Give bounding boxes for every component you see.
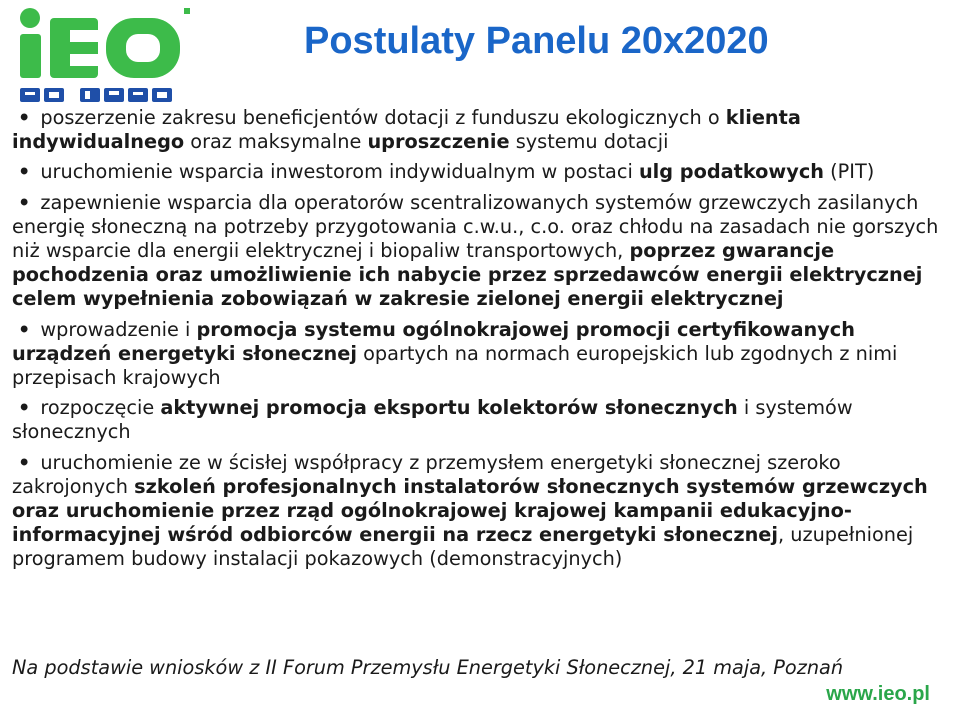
item-text: , uzupełnionej programem budowy instalacji pokazowych (demonstracyjnych) xyxy=(12,523,914,571)
list-item xyxy=(12,396,956,444)
highlighted-text: szkoleń profesjonalnych instalatorów słonecznych systemów grzewczych oraz uruchomienie przez rząd ogólnokrajowej krajowej kampanii edukacyjno-informacyjnej wśród odbiorców energii na rzecz energetyki słonecznej xyxy=(12,474,928,547)
item-text: poszerzenie zakresu beneficjentów dotacji z funduszu ekologicznych o xyxy=(40,106,726,129)
item-text: systemu dotacji xyxy=(509,130,669,154)
item-text: rozpoczęcie xyxy=(40,396,161,420)
item-text: (PIT) xyxy=(823,160,875,184)
website-link[interactable]: www.ieo.pl xyxy=(826,683,930,705)
item-text: uruchomienie wsparcia inwestorom indywidualnym w postaci xyxy=(40,160,639,184)
item-text: zapewnienie wsparcia dla operatorów scentralizowanych systemów grzewczych zasilanych energię słoneczną na potrzeby przygotowania c.w.u., c.o. oraz chłodu na zasadach nie gorszych niż wsparcie dla energii elektrycznej i biopaliw transportowych, xyxy=(12,190,939,263)
list-item xyxy=(12,106,956,154)
bullet-icon: • xyxy=(18,317,31,341)
item-text: opartych na normach europejskich lub zgodnych z nimi przepisach krajowych xyxy=(12,341,898,390)
ieo-logo-icon xyxy=(8,4,193,110)
page-title: Postulaty Panelu 20x2020 xyxy=(304,20,769,62)
highlighted-text: poprzez gwarancje pochodzenia oraz umożliwienie ich nabycie przez sprzedawców energii elektrycznej celem wypełnienia zobowiązań w zakresie zielonej energii elektrycznej xyxy=(12,239,923,311)
source-footnote: Na podstawie wniosków z II Forum Przemysłu Energetyki Słonecznej, 21 maja, Poznań xyxy=(12,656,844,679)
highlighted-text: klienta indywidualnego xyxy=(12,106,801,154)
bullet-icon: • xyxy=(18,190,31,214)
list-item xyxy=(12,160,956,184)
item-text: uruchomienie ze w ścisłej współpracy z przemysłem energetyki słonecznej szeroko zakrojonych xyxy=(12,450,841,498)
highlighted-text: aktywnej promocja eksportu kolektorów słonecznych xyxy=(160,396,738,420)
item-text: i systemów słonecznych xyxy=(12,396,853,444)
ieo-logo xyxy=(8,4,193,110)
bullet-list xyxy=(12,106,956,578)
list-item xyxy=(12,451,956,572)
highlighted-text: uproszczenie xyxy=(367,130,510,154)
bullet-icon: • xyxy=(18,160,31,184)
bullet-icon: • xyxy=(18,396,31,420)
bullet-icon: • xyxy=(18,106,31,129)
list-item xyxy=(12,191,956,312)
highlighted-text: ulg podatkowych xyxy=(638,160,824,184)
bullet-icon: • xyxy=(18,450,31,474)
list-item xyxy=(12,318,956,391)
highlighted-text: promocja systemu ogólnokrajowej promocji certyfikowanych urządzeń energetyki słonecznej xyxy=(12,317,855,365)
item-text: wprowadzenie i xyxy=(40,317,197,341)
item-text: oraz maksymalne xyxy=(184,130,368,154)
